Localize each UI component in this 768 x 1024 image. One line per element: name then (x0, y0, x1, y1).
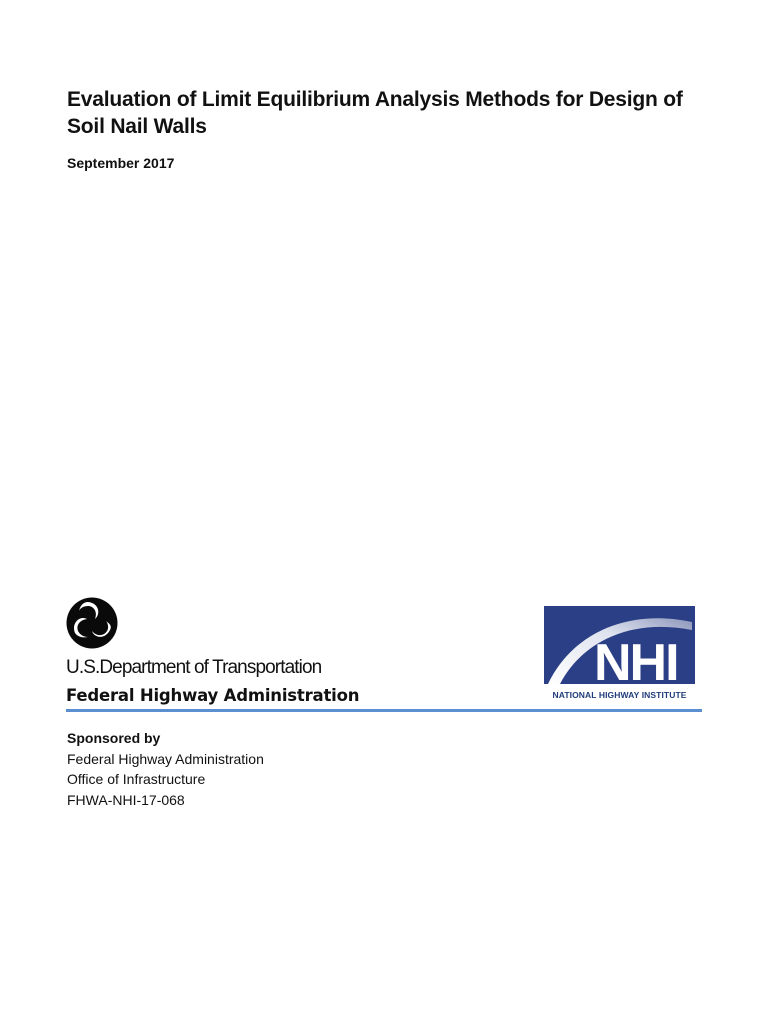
usdot-department-name: U.S.Department of Transportation (66, 657, 322, 678)
report-number: FHWA-NHI-17-068 (67, 791, 185, 808)
nhi-caption: NATIONAL HIGHWAY INSTITUTE (552, 690, 687, 700)
publication-date: September 2017 (67, 155, 175, 171)
sponsor-heading: Sponsored by (67, 730, 161, 746)
sponsor-block (67, 728, 264, 810)
sponsor-line: Federal Highway Administration (67, 750, 264, 767)
fhwa-agency-name: Federal Highway Administration (66, 686, 360, 705)
nhi-logo-icon (544, 606, 695, 684)
document-title: Evaluation of Limit Equilibrium Analysis Methods for Design of Soil Nail Walls (67, 88, 683, 138)
usdot-logo-icon (66, 597, 118, 649)
nhi-wordmark: NHI (594, 634, 678, 684)
sponsor-line: Office of Infrastructure (67, 771, 206, 787)
header-divider (66, 709, 702, 712)
